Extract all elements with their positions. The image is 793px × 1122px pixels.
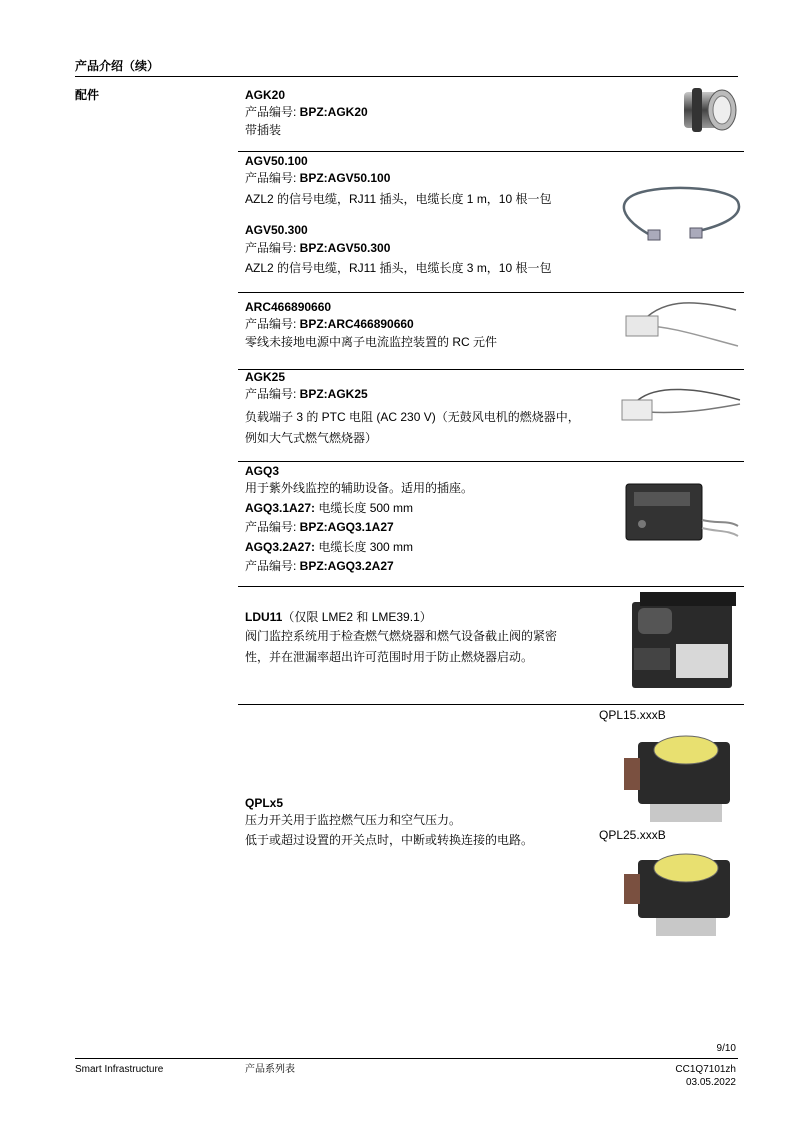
row-rule	[238, 292, 744, 293]
footer-doc-id: CC1Q7101zh	[675, 1064, 736, 1075]
agk20-gland-image	[678, 82, 740, 138]
product-code: BPZ:AGQ3.1A27	[299, 520, 394, 535]
sub-text-1: 电缆长度 500 mm	[318, 500, 414, 515]
qpl15-pressure-switch-image	[620, 722, 740, 826]
entry-desc: 带插装	[245, 122, 282, 137]
entry-title: AGK20	[245, 88, 286, 102]
product-code-2: BPZ:AGV50.300	[299, 240, 391, 255]
page-number: 9/10	[716, 1043, 736, 1054]
entry-desc: AZL2 的信号电缆，RJ11 插头，电缆长度 1 m，10 根一包	[245, 191, 552, 206]
entry-agq3	[245, 463, 590, 575]
footer-rule	[75, 1058, 738, 1059]
product-code: BPZ:AGK25	[299, 387, 368, 402]
entry-desc: 用于紫外线监控的辅助设备。适用的插座。	[245, 481, 474, 496]
footer-doc-title: 产品系列表	[245, 1064, 295, 1075]
code-label: 产品编号:	[245, 317, 300, 332]
qpl25-pressure-switch-image	[620, 842, 740, 938]
entry-qplx5	[245, 795, 590, 849]
row-rule	[238, 151, 744, 152]
image-caption-qpl15: QPL15.xxxB	[599, 708, 666, 722]
entry-title: AGV50.100	[245, 154, 308, 168]
product-code: BPZ:AGK20	[299, 105, 368, 120]
code-label: 产品编号:	[245, 387, 300, 402]
header-rule	[75, 76, 738, 77]
entry-desc-2: AZL2 的信号电缆，RJ11 插头，电缆长度 3 m，10 根一包	[245, 260, 552, 275]
ldu11-controller-image	[624, 588, 742, 692]
entry-title: LDU11	[245, 610, 283, 624]
image-caption-qpl25: QPL25.xxxB	[599, 828, 666, 842]
entry-agk20	[245, 87, 590, 139]
code-label: 产品编号:	[245, 171, 300, 186]
footer-date: 03.05.2022	[685, 1077, 736, 1088]
signal-cable-image	[612, 180, 744, 252]
entry-desc-2: 低于或超过设置的开关点时，中断或转换连接的电路。	[245, 832, 534, 847]
code-label: 产品编号:	[245, 520, 300, 535]
agq3-module-image	[622, 480, 740, 546]
row-rule	[238, 461, 744, 462]
entry-title-2: AGV50.300	[245, 223, 308, 238]
code-label: 产品编号:	[245, 105, 300, 120]
entry-desc: 负载端子 3 的 PTC 电阻 (AC 230 V)（无鼓风电机的燃烧器中，例如大气式燃气燃烧器）	[245, 409, 580, 445]
product-code: BPZ:AGV50.100	[299, 171, 391, 186]
entry-title: ARC466890660	[245, 300, 332, 314]
product-code: BPZ:ARC466890660	[299, 317, 414, 332]
rc-element-image	[620, 296, 740, 352]
entry-title: AGQ3	[245, 464, 280, 478]
entry-desc: 压力开关用于监控燃气压力和空气压力。	[245, 813, 462, 828]
ptc-resistor-image	[618, 380, 742, 434]
entry-ldu11	[245, 609, 590, 668]
code-label: 产品编号:	[245, 240, 300, 255]
side-label: 配件	[75, 88, 100, 102]
entry-agk25	[245, 369, 590, 449]
entry-title: QPLx5	[245, 796, 284, 810]
sub-title-2: AGQ3.2A27:	[245, 539, 319, 554]
code-label: 产品编号:	[245, 558, 300, 573]
section-title: 产品介绍（续）	[75, 59, 160, 73]
entry-arc466890660	[245, 299, 590, 351]
footer-company: Smart Infrastructure	[75, 1064, 164, 1075]
entry-agv50	[245, 153, 590, 277]
entry-desc: 零线未接地电源中离子电流监控装置的 RC 元件	[245, 334, 498, 349]
entry-title: AGK25	[245, 370, 286, 384]
sub-text-2: 电缆长度 300 mm	[318, 539, 414, 554]
product-code-2: BPZ:AGQ3.2A27	[299, 558, 394, 573]
row-rule	[238, 586, 744, 587]
entry-desc: 阀门监控系统用于检查燃气燃烧器和燃气设备截止阀的紧密性，并在泄漏率超出许可范围时用于防止燃烧器启动。	[245, 629, 558, 665]
row-rule	[238, 704, 744, 705]
entry-title-suffix: （仅限 LME2 和 LME39.1）	[282, 610, 432, 624]
sub-title-1: AGQ3.1A27:	[245, 500, 319, 515]
